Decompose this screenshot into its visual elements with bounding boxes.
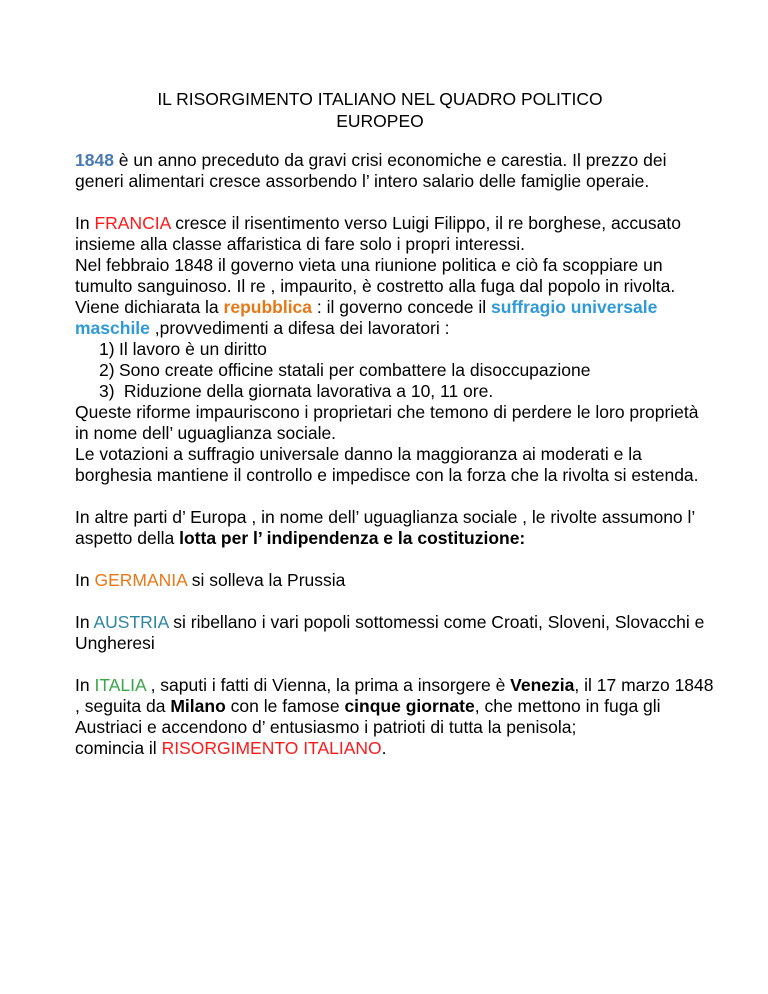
text-span: In altre parti d’ Europa , in nome dell’ uguaglianza sociale , le rivolte assumono l’ aspetto della	[75, 507, 695, 548]
paragraph-germania	[75, 570, 715, 591]
title-line-2: EUROPEO	[336, 111, 424, 131]
title-line-1: IL RISORGIMENTO ITALIANO NEL QUADRO POLITICO	[157, 89, 603, 109]
text-span: : il governo concede il	[312, 297, 492, 317]
country-germania: GERMANIA	[94, 570, 187, 590]
text-span: In	[75, 213, 95, 233]
term-risorgimento: RISORGIMENTO ITALIANO	[161, 738, 382, 758]
text-span: , saputi i fatti di Vienna, la prima a insorgere è	[145, 675, 511, 695]
list-number: 2)	[99, 360, 115, 380]
paragraph-riforme: Queste riforme impauriscono i proprietari che temono di perdere le loro proprietà in nome dell’ uguaglianza sociale.	[75, 402, 699, 443]
document-body	[75, 150, 715, 759]
year-1848: 1848	[75, 150, 114, 170]
term-suffragio: suffragio universale maschile	[75, 297, 658, 338]
term-cinque-giornate: cinque giornate	[344, 696, 475, 716]
paragraph-votazioni: Le votazioni a suffragio universale danno la maggioranza ai moderati e la borghesia mantiene il controllo e impedisce con la forza che la rivolta si estenda.	[75, 444, 699, 485]
text-span: , il 17 marzo 1848 , seguita da	[75, 675, 714, 716]
country-austria: AUSTRIA	[93, 612, 169, 632]
text-span: In	[75, 675, 95, 695]
text-span: Viene dichiarata la	[75, 297, 224, 317]
paragraph-austria	[75, 612, 715, 654]
text-span: In	[75, 612, 94, 632]
paragraph-febbraio: Nel febbraio 1848 il governo vieta una riunione politica e ciò fa scoppiare un tumulto sanguinoso. Il re , impaurito, è costretto alla fuga dal popolo in rivolta.	[75, 255, 676, 296]
text-span: .	[381, 738, 387, 758]
paragraph-repubblica	[75, 297, 715, 339]
text-span: In	[75, 570, 95, 590]
term-lotta: lotta per l’ indipendenza e la costituzione:	[179, 528, 526, 548]
page-title	[60, 88, 700, 132]
text-span: si ribellano i vari popoli sottomessi come Croati, Sloveni, Slovacchi e Ungheresi	[75, 612, 705, 653]
city-milano: Milano	[170, 696, 226, 716]
text-span: ,provvedimenti a difesa dei lavoratori :	[149, 318, 450, 338]
term-repubblica: repubblica	[223, 297, 313, 317]
country-italia: ITALIA	[94, 675, 146, 695]
list-item	[75, 381, 715, 402]
list-text: Sono create officine statali per combattere la disoccupazione	[119, 360, 591, 380]
list-item	[75, 360, 715, 381]
paragraph-text: cresce il risentimento verso Luigi Filippo, il re borghese, accusato insieme alla classe affaristica di fare solo i propri interessi.	[75, 213, 681, 254]
paragraph-francia	[75, 213, 715, 255]
text-span: con le famose	[225, 696, 345, 716]
list-item	[75, 339, 715, 360]
country-francia: FRANCIA	[94, 213, 171, 233]
text-span: si solleva la Prussia	[186, 570, 346, 590]
paragraph-risorgimento	[75, 738, 715, 759]
paragraph-1848	[75, 150, 715, 192]
list-text: Riduzione della giornata lavorativa a 10, 11 ore.	[119, 381, 494, 401]
paragraph-italia	[75, 675, 715, 738]
list-text: Il lavoro è un diritto	[119, 339, 267, 359]
list-number: 3)	[99, 381, 115, 401]
paragraph-text: è un anno preceduto da gravi crisi economiche e carestia. Il prezzo dei generi alimentari cresce assorbendo l’ intero salario delle famiglie operaie.	[75, 150, 667, 191]
text-span: , che mettono in fuga gli Austriaci e accendono d’ entusiasmo i patrioti di tutta la penisola;	[75, 696, 661, 737]
text-span: comincia il	[75, 738, 162, 758]
list-number: 1)	[99, 339, 115, 359]
paragraph-europa	[75, 507, 715, 549]
city-venezia: Venezia	[510, 675, 575, 695]
reforms-list	[75, 339, 715, 402]
